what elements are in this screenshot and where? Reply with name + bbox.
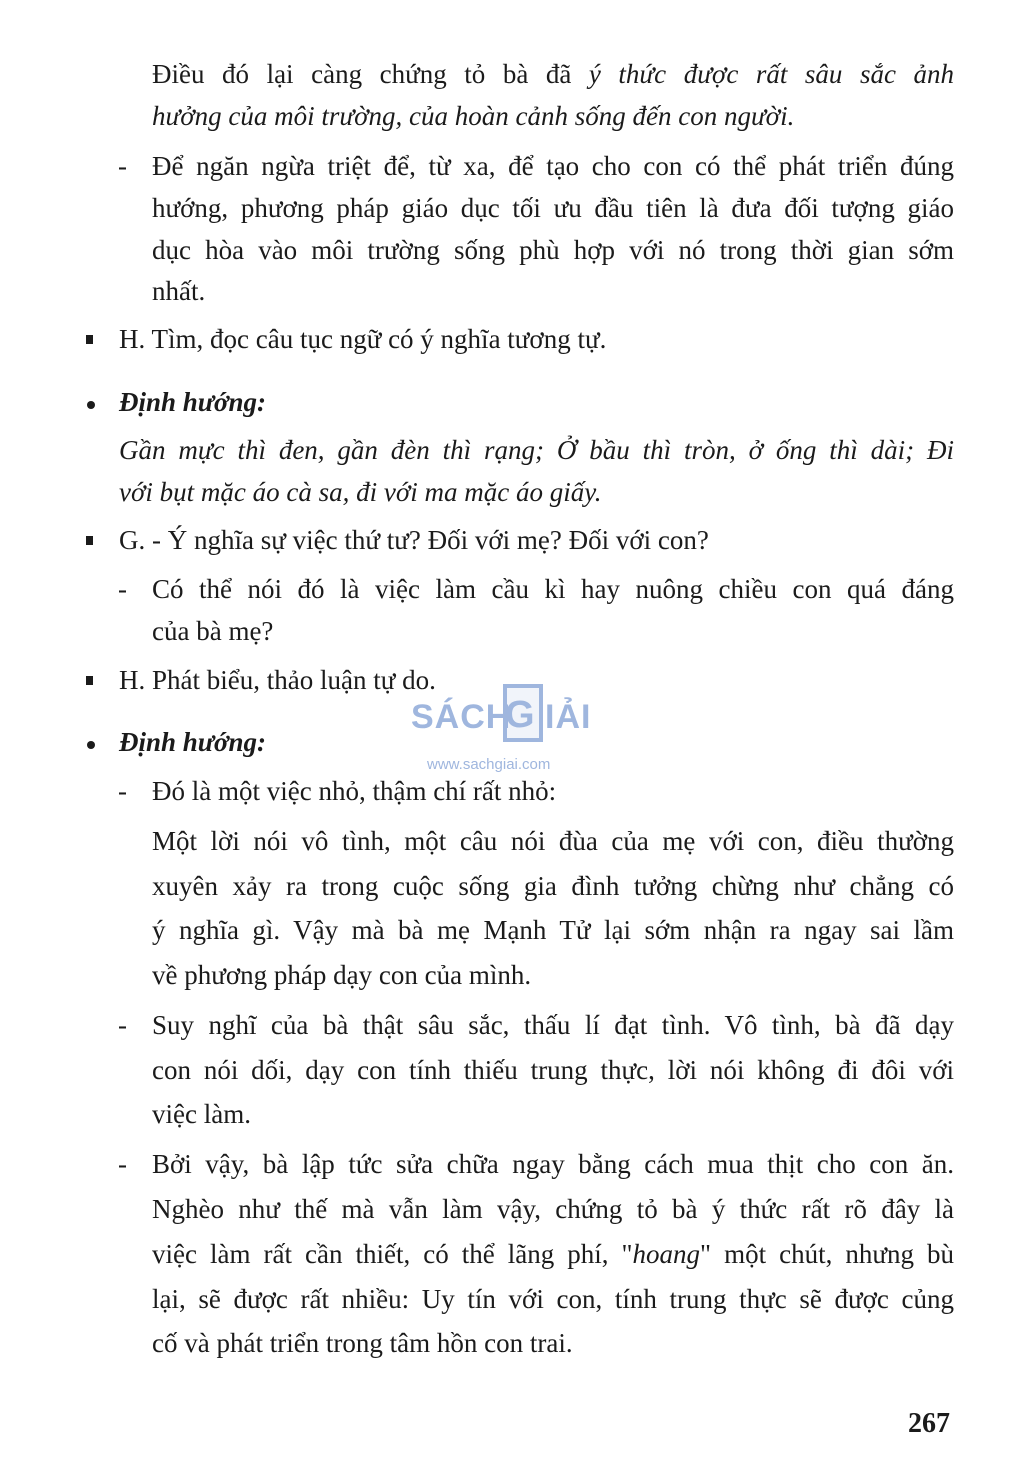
text-span: việc làm rất cần thiết, có thể lãng phí, " (152, 1239, 633, 1269)
proverb-line: Gần mực thì đen, gần đèn thì rạng; Ở bầu thì tròn, ở ống thì dài; Đi (119, 435, 954, 465)
paragraph-line: Một lời nói vô tình, một câu nói đùa của mẹ với con, điều thường (152, 826, 954, 856)
dash-item-line: việc làm. (152, 1099, 251, 1129)
dash-item-line: Đó là một việc nhỏ, thậm chí rất nhỏ: (152, 776, 557, 806)
section-heading: Định hướng: (119, 727, 266, 757)
question-line: G. - Ý nghĩa sự việc thứ tư? Đối với mẹ? Đối với con? (119, 525, 709, 555)
dash-item-line: dục hòa vào môi trường sống phù hợp với nó trong thời gian sớm (152, 235, 954, 265)
dash-item-line: lại, sẽ được rất nhiều: Uy tín với con, tính trung thực sẽ được củng (152, 1284, 954, 1314)
watermark-text-right: IẢI (545, 698, 592, 736)
round-bullet-icon (87, 401, 95, 409)
paragraph-line: ý nghĩa gì. Vậy mà bà mẹ Mạnh Tử lại sớm nhận ra ngay sai lầm (152, 915, 954, 945)
page-number: 267 (908, 1408, 950, 1439)
watermark-url: www.sachgiai.com (427, 756, 551, 773)
dash-item-line: cố và phát triển trong tâm hồn con trai. (152, 1328, 573, 1358)
dash-item-line: Bởi vậy, bà lập tức sửa chữa ngay bằng cách mua thịt cho con ăn. (152, 1149, 954, 1179)
watermark-text-left: SÁCH (411, 698, 512, 736)
italic-paragraph-line: hưởng của môi trường, của hoàn cảnh sống đến con người. (152, 101, 795, 131)
dash-item-line: của bà mẹ? (152, 616, 274, 646)
dash-item-line (152, 1236, 954, 1272)
square-bullet-icon (86, 676, 93, 685)
dash-item-line: con nói dối, dạy con tính thiếu trung thực, lời nói không đi đôi với (152, 1055, 954, 1085)
text-span: Điều đó lại càng chứng tỏ bà đã (152, 59, 589, 89)
watermark-logo (405, 680, 620, 780)
square-bullet-icon (86, 536, 93, 545)
dash-marker: - (118, 574, 127, 604)
question-line: H. Tìm, đọc câu tục ngữ có ý nghĩa tương tự. (119, 324, 607, 354)
paragraph-line: xuyên xảy ra trong cuộc sống gia đình tưởng chừng như chẳng có (152, 871, 954, 901)
watermark-letter: G (505, 694, 535, 736)
section-heading: Định hướng: (119, 387, 266, 417)
dash-marker: - (118, 776, 127, 806)
proverb-line: với bụt mặc áo cà sa, đi với ma mặc áo giấy. (119, 477, 602, 507)
dash-item-line: Nghèo như thế mà vẫn làm vậy, chứng tỏ bà ý thức rất rõ đây là (152, 1194, 954, 1224)
italic-text-span: hoang (632, 1239, 701, 1269)
dash-item-line: Có thể nói đó là việc làm cầu kì hay nuông chiều con quá đáng (152, 574, 954, 604)
round-bullet-icon (87, 741, 95, 749)
italic-text-span: ý thức được rất sâu sắc ảnh (588, 59, 955, 89)
dash-marker: - (118, 1149, 127, 1179)
dash-marker: - (118, 1010, 127, 1040)
question-line: H. Phát biểu, thảo luận tự do. (119, 665, 436, 695)
paragraph-line (152, 56, 954, 92)
dash-item-line: Để ngăn ngừa triệt để, từ xa, để tạo cho con có thể phát triển đúng (152, 151, 954, 181)
dash-marker: - (118, 151, 127, 181)
dash-item-line: Suy nghĩ của bà thật sâu sắc, thấu lí đạt tình. Vô tình, bà đã dạy (152, 1010, 954, 1040)
paragraph-line: về phương pháp dạy con của mình. (152, 960, 532, 990)
dash-item-line: nhất. (152, 276, 206, 306)
dash-item-line: hướng, phương pháp giáo dục tối ưu đầu tiên là đưa đối tượng giáo (152, 193, 954, 223)
text-span: " một chút, nhưng bù (700, 1239, 954, 1269)
square-bullet-icon (86, 335, 93, 344)
